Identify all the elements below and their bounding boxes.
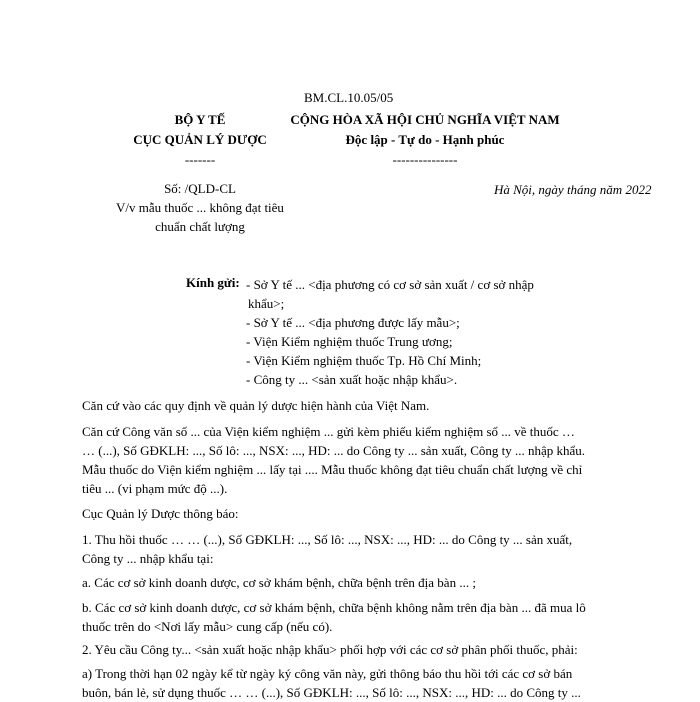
paragraph-item-1: [82, 530, 622, 568]
paragraph-item-2: [82, 640, 622, 659]
text-line: 1. Thu hồi thuốc … … (...), Số GĐKLH: ..., Số lô: ..., NSX: ..., HD: ... do Công ty ... sản xuất,: [82, 532, 573, 547]
paragraph-announcement: [82, 504, 622, 523]
national-motto: Độc lập - Tự do - Hạnh phúc: [345, 132, 505, 147]
text-line: Mẫu thuốc do Viện kiểm nghiệm ... lấy tại .... Mẫu thuốc không đạt tiêu chuẩn chất lượng về chỉ: [82, 462, 583, 477]
text-line: … (...), Số GĐKLH: ..., Số lô: ..., NSX: ..., HD: ... do Công ty ... sản xuất, Công ty ... nhập khẩu.: [82, 443, 586, 458]
department-name: CỤC QUẢN LÝ DƯỢC: [133, 132, 267, 147]
recipients-list: [246, 275, 534, 389]
paragraph-reference: [82, 422, 622, 498]
text-line: buôn, bán lẻ, sử dụng thuốc … … (...), Số GĐKLH: ..., Số lô: ..., NSX: ..., HD: ... do Công ty ...: [82, 685, 581, 700]
recipients-label: Kính gửi:: [186, 275, 240, 290]
paragraph-item-1b: [82, 598, 622, 636]
text-line: 2. Yêu cầu Công ty... <sản xuất hoặc nhập khẩu> phối hợp với các cơ sở phân phối thuốc, phải:: [82, 642, 578, 657]
recipient-item: - Công ty ... <sản xuất hoặc nhập khẩu>.: [246, 372, 458, 387]
right-header-divider: ---------------: [392, 152, 458, 167]
document-subject: V/v mẫu thuốc ... không đạt tiêu: [116, 200, 284, 215]
text-line: Công ty ... nhập khẩu tại:: [82, 551, 214, 566]
paragraph-item-2a: [82, 664, 622, 702]
form-code: BM.CL.10.05/05: [304, 90, 394, 105]
left-header-divider: -------: [184, 152, 216, 167]
recipient-item: - Sở Y tế ... <địa phương được lấy mẫu>;: [246, 315, 460, 330]
recipient-item: - Viện Kiểm nghiệm thuốc Tp. Hồ Chí Minh;: [246, 353, 482, 368]
text-line: Căn cứ vào các quy định về quản lý dược hiện hành của Việt Nam.: [82, 398, 430, 413]
text-line: tiêu ... (vi phạm mức độ ...).: [82, 481, 228, 496]
document-subject-cont: chuẩn chất lượng: [155, 219, 245, 234]
text-line: thuốc trên do <Nơi lấy mẫu> cung cấp (nếu có).: [82, 619, 333, 634]
text-line: Căn cứ Công văn số ... của Viện kiểm nghiệm ... gửi kèm phiếu kiểm nghiệm số ... về thuốc …: [82, 424, 575, 439]
text-line: a) Trong thời hạn 02 ngày kể từ ngày ký công văn này, gửi thông báo thu hồi tới các cơ sở bán: [82, 666, 573, 681]
recipient-item: khẩu>;: [248, 296, 285, 311]
recipient-item: - Sở Y tế ... <địa phương có cơ sở sản xuất / cơ sở nhập: [246, 277, 534, 292]
text-line: Cục Quản lý Dược thông báo:: [82, 506, 239, 521]
paragraph-item-1a: [82, 573, 622, 592]
ministry-name: BỘ Y TẾ: [174, 112, 226, 127]
recipient-item: - Viện Kiểm nghiệm thuốc Trung ương;: [246, 334, 453, 349]
place-and-date: Hà Nội, ngày tháng năm 2022: [494, 182, 652, 197]
paragraph-legal-basis: [82, 396, 622, 415]
text-line: b. Các cơ sở kinh doanh dược, cơ sở khám bệnh, chữa bệnh không nằm trên địa bàn ... đã mua lô: [82, 600, 586, 615]
text-line: a. Các cơ sở kinh doanh dược, cơ sở khám bệnh, chữa bệnh trên địa bàn ... ;: [82, 575, 476, 590]
document-number: Số: /QLD-CL: [164, 181, 236, 196]
country-name: CỘNG HÒA XÃ HỘI CHỦ NGHĨA VIỆT NAM: [290, 112, 560, 127]
